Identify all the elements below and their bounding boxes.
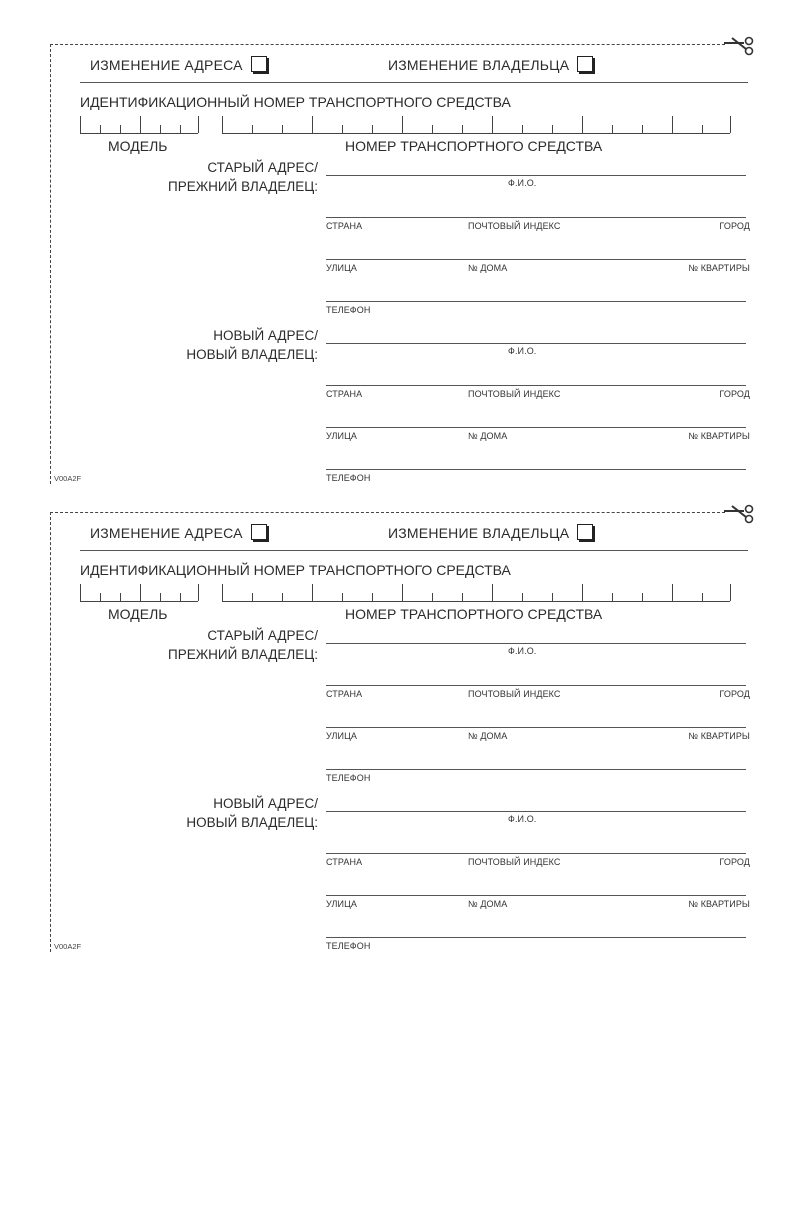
header-divider xyxy=(80,550,748,551)
cut-line-left xyxy=(50,512,51,952)
change-address-checkbox[interactable] xyxy=(251,56,267,72)
old-country-caption: СТРАНА xyxy=(326,221,363,231)
new-country-caption: СТРАНА xyxy=(326,389,363,399)
new-fio-line[interactable] xyxy=(326,811,746,812)
old-street-caption: УЛИЦА xyxy=(326,263,357,273)
old-fio-line[interactable] xyxy=(326,643,746,644)
new-phone-line[interactable] xyxy=(326,937,746,938)
vin-label: ИДЕНТИФИКАЦИОННЫЙ НОМЕР ТРАНСПОРТНОГО СРЕДСТВА xyxy=(80,94,511,110)
old-postal-caption: ПОЧТОВЫЙ ИНДЕКС xyxy=(468,221,561,231)
old-postal-caption: ПОЧТОВЫЙ ИНДЕКС xyxy=(468,689,561,699)
new-house-caption: № ДОМА xyxy=(468,431,508,441)
new-phone-caption: ТЕЛЕФОН xyxy=(326,473,371,483)
new-apartment-caption: № КВАРТИРЫ xyxy=(688,899,750,909)
new-apartment-caption: № КВАРТИРЫ xyxy=(688,431,750,441)
change-card-1 xyxy=(50,44,750,484)
new-street-caption: УЛИЦА xyxy=(326,899,357,909)
old-street-line[interactable] xyxy=(326,727,746,728)
old-street-line[interactable] xyxy=(326,259,746,260)
old-city-caption: ГОРОД xyxy=(719,221,750,231)
old-house-caption: № ДОМА xyxy=(468,263,508,273)
new-phone-line[interactable] xyxy=(326,469,746,470)
change-address-option[interactable] xyxy=(90,524,267,541)
form-code: V00A2F xyxy=(54,942,82,951)
change-owner-checkbox[interactable] xyxy=(577,524,593,540)
change-owner-option[interactable] xyxy=(388,56,593,73)
cut-line-left xyxy=(50,44,51,484)
change-address-option[interactable] xyxy=(90,56,267,73)
new-street-line[interactable] xyxy=(326,427,746,428)
form-code: V00A2F xyxy=(54,474,82,483)
change-card-2 xyxy=(50,512,750,952)
model-input[interactable] xyxy=(80,116,198,134)
new-address-label: НОВЫЙ АДРЕС/ НОВЫЙ ВЛАДЕЛЕЦ: xyxy=(186,796,318,830)
change-address-label: ИЗМЕНЕНИЕ АДРЕСА xyxy=(90,525,243,541)
old-country-line[interactable] xyxy=(326,685,746,686)
new-country-caption: СТРАНА xyxy=(326,857,363,867)
old-fio-line[interactable] xyxy=(326,175,746,176)
cut-line-top xyxy=(50,44,725,45)
change-owner-label: ИЗМЕНЕНИЕ ВЛАДЕЛЬЦА xyxy=(388,525,570,541)
vehicle-number-input[interactable] xyxy=(222,584,730,602)
new-postal-caption: ПОЧТОВЫЙ ИНДЕКС xyxy=(468,389,561,399)
scissors-icon xyxy=(722,502,756,526)
model-label: МОДЕЛЬ xyxy=(108,606,168,622)
change-address-label: ИЗМЕНЕНИЕ АДРЕСА xyxy=(90,57,243,73)
new-country-line[interactable] xyxy=(326,853,746,854)
vin-label: ИДЕНТИФИКАЦИОННЫЙ НОМЕР ТРАНСПОРТНОГО СРЕДСТВА xyxy=(80,562,511,578)
old-phone-caption: ТЕЛЕФОН xyxy=(326,305,371,315)
new-address-label: НОВЫЙ АДРЕС/ НОВЫЙ ВЛАДЕЛЕЦ: xyxy=(186,328,318,362)
new-fio-caption: Ф.И.О. xyxy=(508,814,537,824)
new-street-caption: УЛИЦА xyxy=(326,431,357,441)
old-country-line[interactable] xyxy=(326,217,746,218)
vehicle-number-label: НОМЕР ТРАНСПОРТНОГО СРЕДСТВА xyxy=(345,606,603,622)
old-phone-line[interactable] xyxy=(326,769,746,770)
model-label: МОДЕЛЬ xyxy=(108,138,168,154)
old-address-label: СТАРЫЙ АДРЕС/ ПРЕЖНИЙ ВЛАДЕЛЕЦ: xyxy=(168,628,318,662)
old-city-caption: ГОРОД xyxy=(719,689,750,699)
new-house-caption: № ДОМА xyxy=(468,899,508,909)
old-phone-line[interactable] xyxy=(326,301,746,302)
change-owner-checkbox[interactable] xyxy=(577,56,593,72)
cut-line-top xyxy=(50,512,725,513)
old-apartment-caption: № КВАРТИРЫ xyxy=(688,263,750,273)
new-street-line[interactable] xyxy=(326,895,746,896)
change-owner-option[interactable] xyxy=(388,524,593,541)
vehicle-number-label: НОМЕР ТРАНСПОРТНОГО СРЕДСТВА xyxy=(345,138,603,154)
old-country-caption: СТРАНА xyxy=(326,689,363,699)
old-apartment-caption: № КВАРТИРЫ xyxy=(688,731,750,741)
new-fio-caption: Ф.И.О. xyxy=(508,346,537,356)
new-phone-caption: ТЕЛЕФОН xyxy=(326,941,371,951)
vehicle-number-input[interactable] xyxy=(222,116,730,134)
new-fio-line[interactable] xyxy=(326,343,746,344)
new-postal-caption: ПОЧТОВЫЙ ИНДЕКС xyxy=(468,857,561,867)
header-divider xyxy=(80,82,748,83)
new-country-line[interactable] xyxy=(326,385,746,386)
old-phone-caption: ТЕЛЕФОН xyxy=(326,773,371,783)
old-street-caption: УЛИЦА xyxy=(326,731,357,741)
new-city-caption: ГОРОД xyxy=(719,389,750,399)
change-address-checkbox[interactable] xyxy=(251,524,267,540)
scissors-icon xyxy=(722,34,756,58)
model-input[interactable] xyxy=(80,584,198,602)
change-owner-label: ИЗМЕНЕНИЕ ВЛАДЕЛЬЦА xyxy=(388,57,570,73)
old-fio-caption: Ф.И.О. xyxy=(508,646,537,656)
old-house-caption: № ДОМА xyxy=(468,731,508,741)
old-address-label: СТАРЫЙ АДРЕС/ ПРЕЖНИЙ ВЛАДЕЛЕЦ: xyxy=(168,160,318,194)
new-city-caption: ГОРОД xyxy=(719,857,750,867)
old-fio-caption: Ф.И.О. xyxy=(508,178,537,188)
